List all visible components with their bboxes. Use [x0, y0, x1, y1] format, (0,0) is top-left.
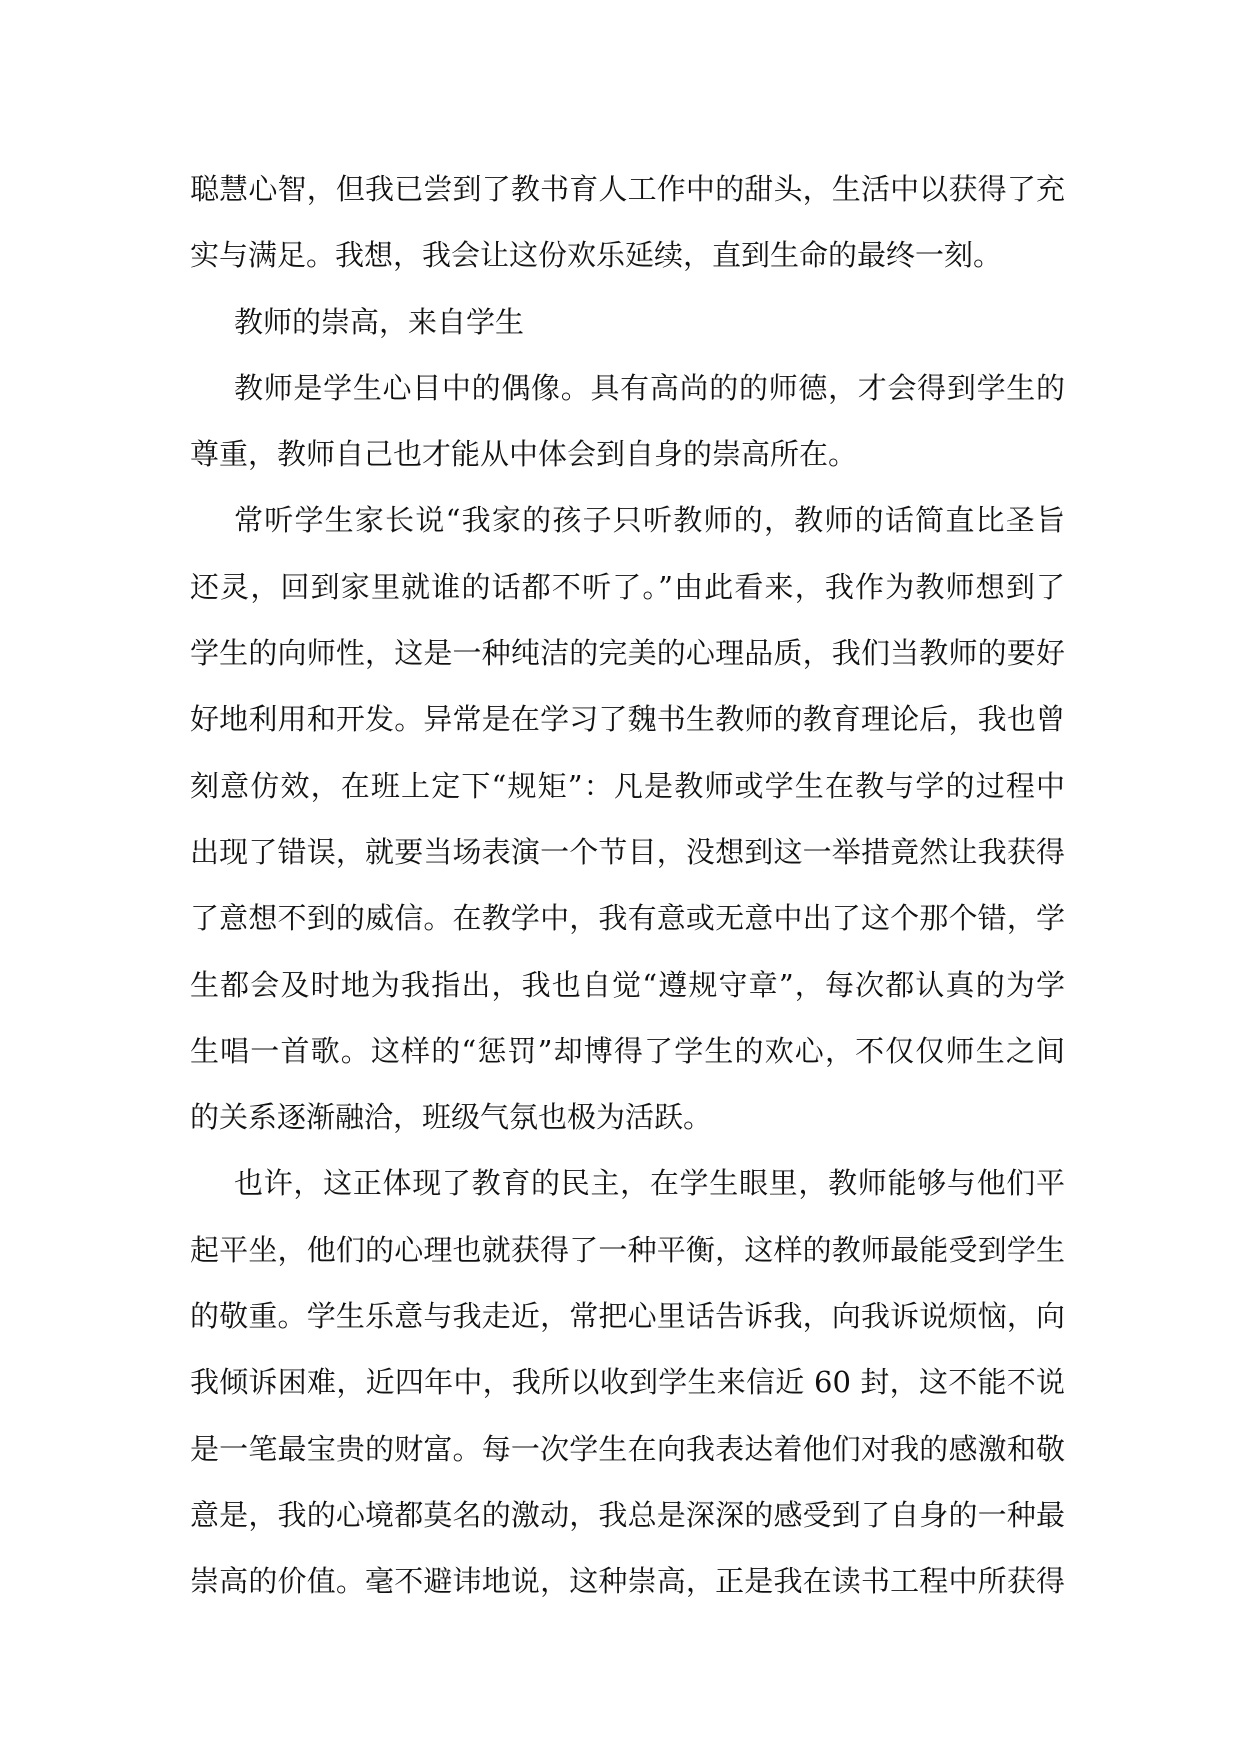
text-line: 实与满足。我想，我会让这份欢乐延续，直到生命的最终一刻。 — [190, 238, 1003, 273]
text-line: 我倾诉困难，近四年中，我所以收到学生来信近 60 封，这不能不说 — [190, 1365, 1065, 1400]
text-line: 生都会及时地为我指出，我也自觉“遵规守章”，每次都认真的为学 — [190, 967, 1065, 1002]
text-line: 出现了错误，就要当场表演一个节目，没想到这一举措竟然让我获得 — [190, 834, 1065, 869]
text-line: 起平坐，他们的心理也就获得了一种平衡，这样的教师最能受到学生 — [190, 1232, 1065, 1267]
text-line: 了意想不到的威信。在教学中，我有意或无意中出了这个那个错，学 — [190, 901, 1065, 936]
text-line: 聪慧心智，但我已尝到了教书育人工作中的甜头，生活中以获得了充 — [190, 172, 1065, 206]
document-body — [190, 156, 1065, 1615]
text-line: 学生的向师性，这是一种纯洁的完美的心理品质，我们当教师的要好 — [190, 636, 1065, 671]
text-line: 生唱一首歌。这样的“惩罚”却博得了学生的欢心，不仅仅师生之间 — [190, 1033, 1065, 1068]
text-line: 意是，我的心境都莫名的激动，我总是深深的感受到了自身的一种最 — [190, 1497, 1065, 1532]
text-line: 的敬重。学生乐意与我走近，常把心里话告诉我，向我诉说烦恼，向 — [190, 1299, 1065, 1334]
text-line: 崇高的价值。毫不避讳地说，这种崇高，正是我在读书工程中所获得 — [190, 1564, 1065, 1599]
text-line: 是一笔最宝贵的财富。每一次学生在向我表达着他们对我的感激和敬 — [190, 1431, 1065, 1466]
text-line: 也许，这正体现了教育的民主，在学生眼里，教师能够与他们平 — [234, 1166, 1065, 1201]
text-line: 好地利用和开发。异常是在学习了魏书生教师的教育理论后，我也曾 — [190, 702, 1065, 737]
text-line: 还灵，回到家里就谁的话都不听了。”由此看来，我作为教师想到了 — [190, 569, 1065, 604]
text-line: 尊重，教师自己也才能从中体会到自身的崇高所在。 — [190, 437, 858, 472]
text-line: 常听学生家长说“我家的孩子只听教师的，教师的话简直比圣旨 — [234, 503, 1065, 538]
section-heading: 教师的崇高，来自学生 — [234, 304, 525, 339]
text-line: 的关系逐渐融洽，班级气氛也极为活跃。 — [190, 1100, 713, 1135]
text-line: 刻意仿效，在班上定下“规矩”：凡是教师或学生在教与学的过程中 — [190, 768, 1065, 803]
text-line: 教师是学生心目中的偶像。具有高尚的的师德，才会得到学生的 — [234, 370, 1065, 405]
